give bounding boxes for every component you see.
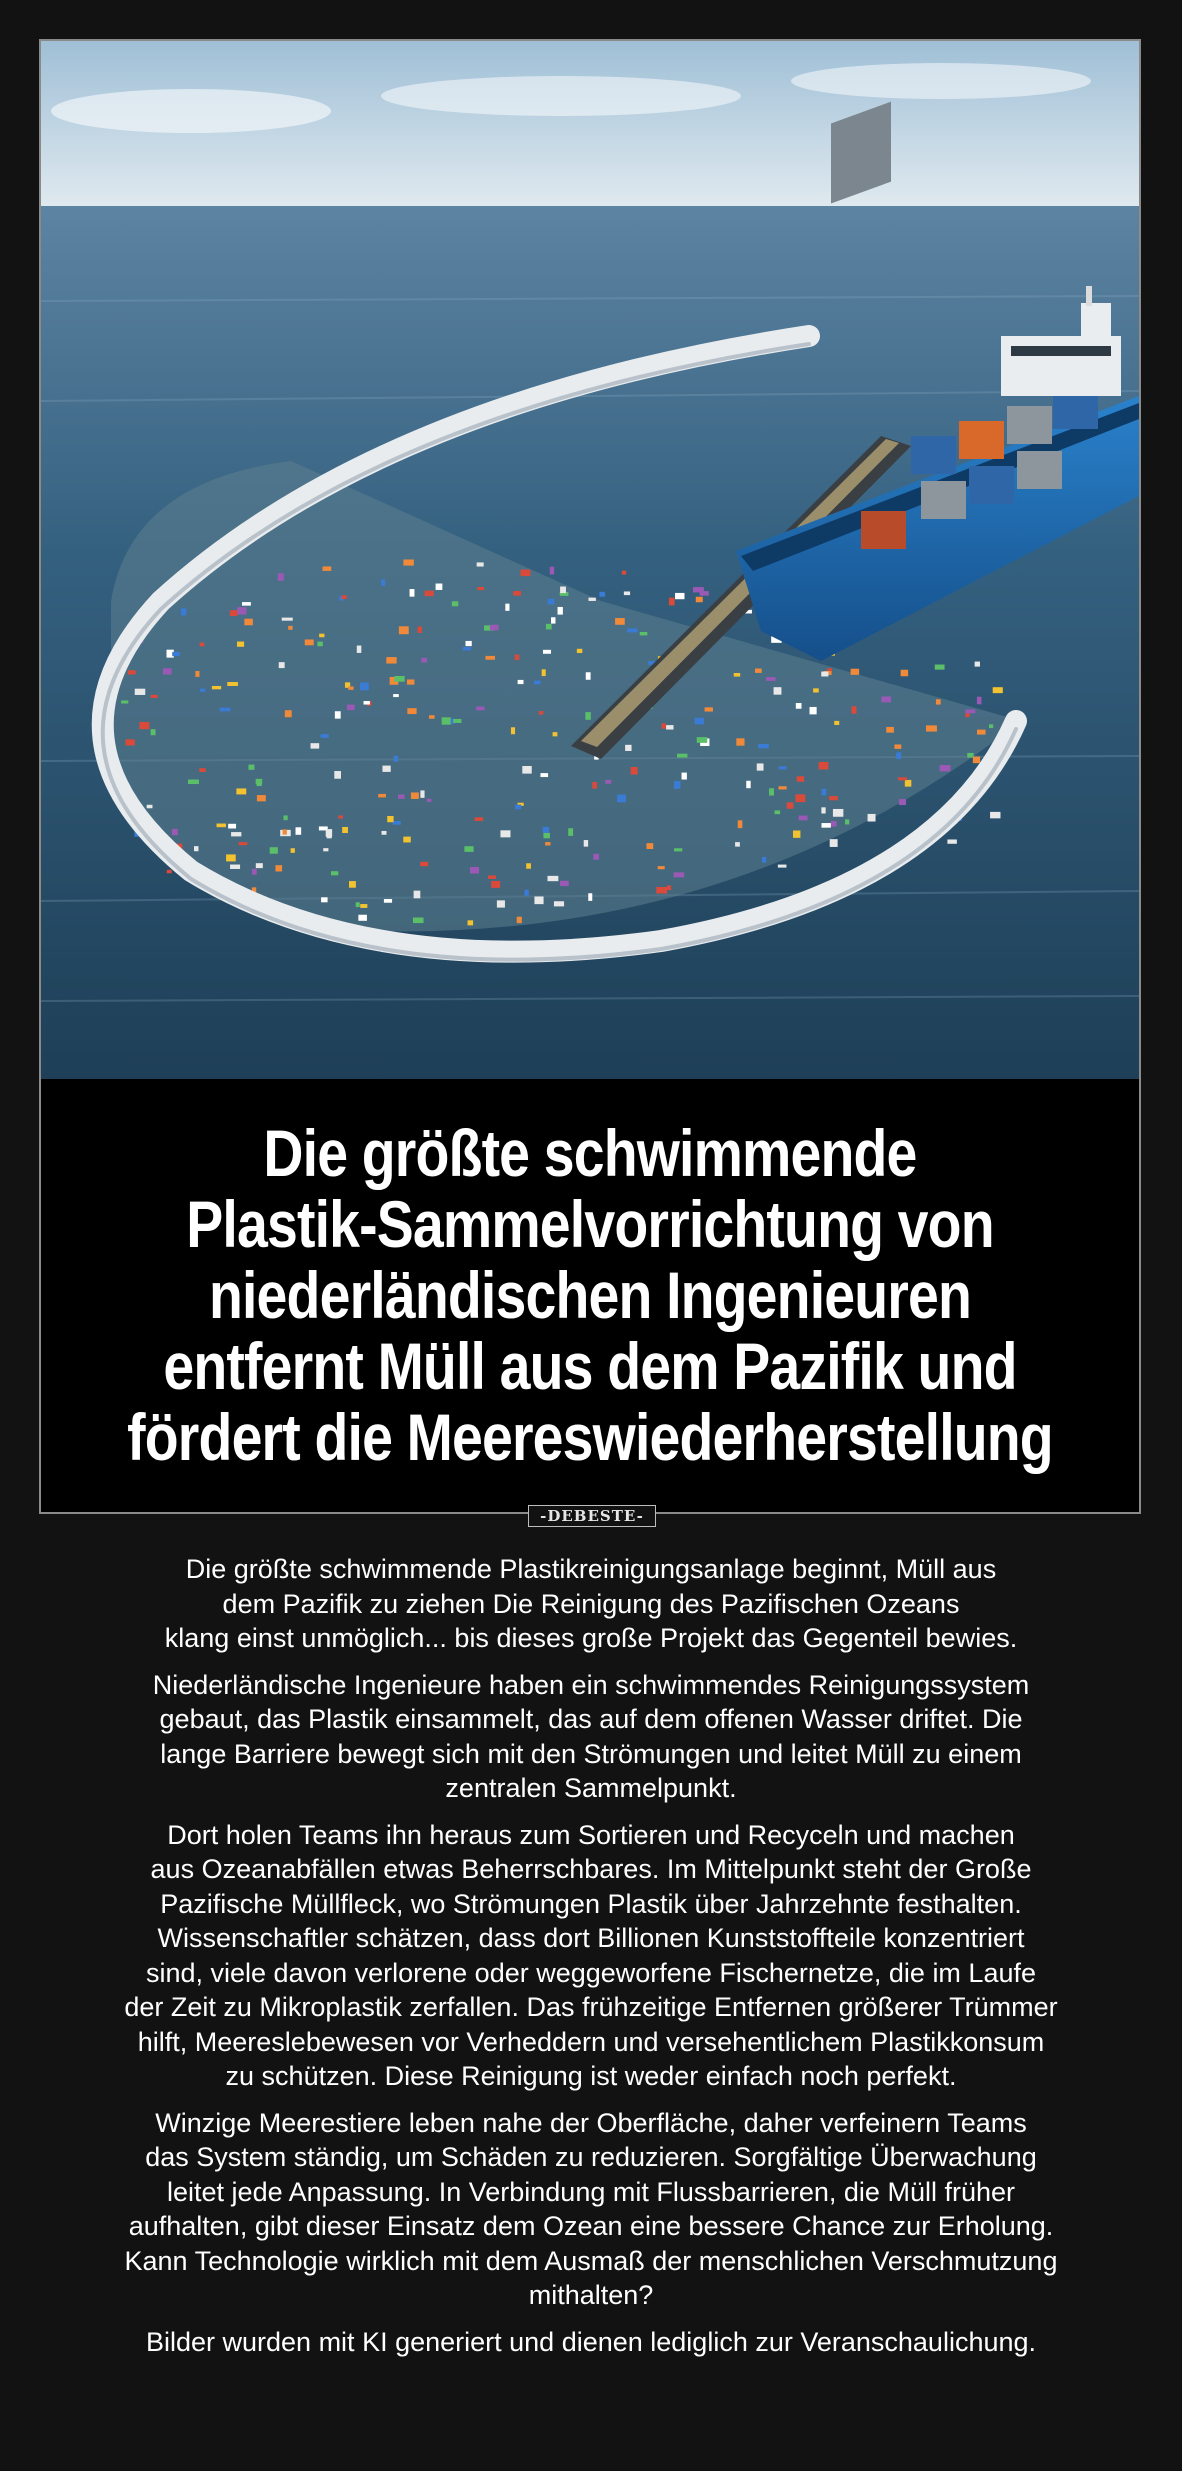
plastic-piece: [342, 827, 348, 833]
plastic-piece: [285, 710, 292, 717]
plastic-piece: [762, 857, 766, 863]
plastic-piece: [230, 865, 240, 869]
plastic-piece: [560, 881, 569, 886]
plastic-piece: [797, 776, 804, 782]
plastic-piece: [436, 584, 443, 590]
plastic-piece: [966, 709, 976, 713]
plastic-piece: [534, 896, 543, 904]
plastic-piece: [128, 670, 136, 674]
plastic-piece: [577, 649, 582, 653]
plastic-piece: [217, 824, 226, 828]
plastic-piece: [967, 753, 973, 758]
plastic-piece: [810, 707, 817, 714]
plastic-piece: [121, 700, 128, 703]
plastic-piece: [605, 780, 611, 784]
plastic-piece: [617, 795, 626, 803]
plastic-piece: [622, 571, 626, 575]
plastic-piece: [851, 669, 860, 675]
plastic-piece: [311, 743, 320, 748]
plastic-piece: [403, 560, 413, 566]
plastic-piece: [852, 706, 857, 713]
plastic-piece: [755, 668, 762, 672]
plastic-piece: [905, 780, 912, 787]
plastic-piece: [387, 816, 393, 822]
plastic-piece: [360, 904, 367, 908]
plastic-piece: [774, 687, 782, 695]
plastic-piece: [429, 715, 435, 719]
plastic-piece: [398, 795, 405, 799]
plastic-piece: [194, 846, 198, 851]
ai-disclaimer: Bilder wurden mit KI generiert und dienen lediglich zur Veranschaulichung.: [145, 2326, 1037, 2357]
plastic-piece: [491, 881, 500, 888]
plastic-piece: [896, 752, 901, 759]
headline-line: Die größte schwimmende: [263, 1116, 917, 1190]
plastic-piece: [296, 827, 302, 834]
plastic-piece: [975, 662, 980, 667]
plastic-piece: [320, 734, 328, 738]
plastic-piece: [327, 832, 332, 838]
plastic-piece: [586, 672, 591, 679]
plastic-piece: [453, 719, 461, 723]
plastic-piece: [452, 601, 458, 606]
plastic-piece: [125, 739, 134, 745]
plastic-piece: [624, 591, 630, 595]
plastic-piece: [413, 918, 424, 924]
plastic-piece: [829, 796, 838, 800]
plastic-piece: [323, 848, 328, 851]
plastic-piece: [394, 756, 398, 762]
plastic-piece: [584, 840, 588, 847]
plastic-piece: [342, 595, 347, 599]
plastic-piece: [358, 915, 367, 921]
plastic-piece: [338, 815, 343, 818]
plastic-piece: [283, 829, 287, 834]
plastic-piece: [819, 762, 829, 770]
headline: [41, 1079, 1139, 1512]
plastic-piece: [347, 705, 355, 711]
plastic-piece: [734, 673, 740, 677]
plastic-piece: [244, 619, 252, 626]
plastic-piece: [682, 773, 687, 780]
paragraph: Die größte schwimmende Plastikreinigungsanlage beginnt, Müll aus dem Pazifik zu ziehen Die Reinigung des Pazifischen Ozeans klang einst unmöglich... bis dieses große Projekt das Gegenteil bewies.: [164, 1554, 1018, 1653]
plastic-piece: [796, 703, 802, 709]
plastic-piece: [894, 744, 901, 748]
ocean-cleanup-illustration: [41, 41, 1139, 1079]
plastic-piece: [418, 626, 422, 632]
plastic-piece: [382, 766, 390, 772]
plastic-piece: [675, 593, 684, 599]
plastic-piece: [288, 626, 292, 630]
plastic-piece: [411, 792, 419, 798]
plastic-piece: [407, 708, 416, 714]
plastic-piece: [674, 781, 681, 789]
plastic-piece: [666, 725, 673, 729]
plastic-piece: [248, 765, 254, 770]
meme-frame: [39, 39, 1141, 1514]
plastic-piece: [593, 854, 599, 860]
plastic-piece: [935, 665, 945, 670]
plastic-piece: [977, 697, 982, 705]
plastic-piece: [319, 634, 324, 638]
plastic-piece: [515, 654, 520, 660]
plastic-piece: [139, 722, 149, 729]
plastic-piece: [348, 686, 353, 689]
plastic-piece: [560, 587, 566, 594]
plastic-piece: [640, 632, 648, 635]
plastic-piece: [757, 763, 764, 770]
plastic-piece: [386, 657, 396, 663]
plastic-piece: [200, 688, 205, 691]
plastic-piece: [693, 587, 704, 592]
plastic-piece: [477, 562, 484, 566]
paragraph: Dort holen Teams ihn heraus zum Sortieren und Recyceln und machen aus Ozeanabfällen etwas Beherrschbares. Im Mittelpunkt steht der Große Pazifische Müllfleck, wo Strömungen Plastik über Jahrzehnte festhalten. Wissenschaftler schätzen, dass dort Billionen Kunststoffteile konzentriert sind, viele davon verlorene oder weggeworfene Fischernetze, die im Laufe der Zeit zu Mikroplastik zerfallen. Das frühzeitige Entfernen größerer Trümmer hilft, Meereslebewesen vor Verheddern und versehentlichem Plastikkonsum zu schützen. Diese Reinigung ist weder einfach noch perfekt.: [124, 1819, 1058, 2091]
plastic-piece: [420, 862, 428, 866]
plastic-piece: [735, 842, 740, 847]
plastic-piece: [270, 847, 278, 854]
plastic-piece: [977, 730, 986, 735]
plastic-piece: [466, 641, 472, 646]
plastic-piece: [553, 732, 558, 736]
plastic-piece: [477, 587, 484, 590]
paragraph: Winzige Meerestiere leben nahe der Oberfläche, daher verfeinern Teams das System ständig, um Schäden zu reduzieren. Sorgfältige Überwachung leitet jede Anpassung. In Verbindung mit Flussbarrieren, die Müll früher aufhalten, gibt dieser Einsatz dem Ozean eine bessere Chance zur Erholung. Kann Technologie wirklich mit dem Ausmaß der menschlichen Verschmutzung mithalten?: [124, 2107, 1058, 2310]
ocean-cleanup-photo: [41, 41, 1139, 1079]
plastic-piece: [172, 829, 178, 835]
plastic-piece: [470, 867, 479, 874]
plastic-piece: [442, 717, 451, 724]
plastic-piece: [674, 872, 685, 877]
plastic-piece: [242, 602, 251, 606]
plastic-piece: [834, 721, 839, 725]
plastic-piece: [200, 643, 205, 647]
plastic-piece: [427, 799, 432, 802]
plastic-piece: [384, 899, 392, 903]
plastic-piece: [543, 827, 549, 833]
plastic-piece: [476, 707, 484, 711]
plastic-piece: [284, 815, 288, 820]
plastic-piece: [236, 788, 246, 794]
plastic-piece: [758, 744, 769, 748]
plastic-piece: [399, 626, 409, 634]
plastic-piece: [188, 780, 199, 785]
plastic-piece: [220, 708, 231, 712]
plastic-piece: [833, 809, 843, 817]
plastic-piece: [407, 679, 414, 684]
plastic-piece: [662, 723, 666, 728]
plastic-piece: [381, 579, 385, 585]
plastic-piece: [542, 669, 546, 676]
plastic-piece: [543, 650, 551, 654]
plastic-piece: [779, 786, 787, 789]
plastic-piece: [795, 794, 805, 802]
plastic-piece: [793, 830, 800, 837]
plastic-piece: [898, 777, 907, 780]
plastic-piece: [212, 686, 221, 689]
plastic-piece: [813, 688, 819, 692]
plastic-piece: [195, 671, 199, 677]
plastic-piece: [181, 608, 186, 615]
plastic-piece: [990, 812, 1000, 818]
plastic-piece: [886, 727, 894, 733]
plastic-piece: [625, 745, 631, 751]
plastic-piece: [524, 890, 528, 896]
plastic-piece: [746, 781, 750, 788]
plastic-piece: [420, 790, 424, 797]
plastic-piece: [511, 727, 515, 734]
plastic-piece: [382, 831, 387, 835]
plastic-piece: [464, 846, 473, 852]
plastic-piece: [488, 875, 496, 878]
plastic-piece: [256, 863, 263, 868]
plastic-piece: [547, 876, 558, 881]
plastic-piece: [599, 592, 605, 597]
plastic-piece: [167, 870, 172, 874]
plastic-piece: [868, 814, 876, 822]
plastic-piece: [357, 646, 362, 653]
plastic-piece: [226, 854, 236, 861]
plastic-piece: [546, 624, 552, 630]
plastic-piece: [738, 820, 743, 828]
plastic-piece: [669, 598, 675, 606]
plastic-piece: [500, 830, 510, 837]
plastic-piece: [227, 682, 238, 686]
plastic-piece: [677, 754, 687, 758]
plastic-piece: [588, 598, 595, 601]
plastic-piece: [881, 696, 891, 702]
plastic-piece: [305, 639, 314, 645]
plastic-piece: [615, 618, 625, 625]
plastic-piece: [163, 668, 172, 674]
plastic-piece: [335, 711, 341, 718]
plastic-piece: [505, 604, 509, 611]
headline-line: entfernt Müll aus dem Pazifik und: [163, 1329, 1017, 1403]
plastic-piece: [551, 617, 555, 623]
plastic-piece: [199, 768, 205, 772]
plastic-piece: [554, 901, 564, 906]
plastic-piece: [278, 573, 284, 581]
debeste-watermark: -DEBESTE-: [528, 1505, 656, 1527]
plastic-piece: [787, 802, 794, 808]
plastic-piece: [394, 676, 404, 682]
plastic-piece: [550, 567, 554, 575]
plastic-piece: [568, 828, 573, 836]
plastic-piece: [135, 689, 145, 695]
plastic-piece: [231, 832, 241, 836]
plastic-piece: [831, 821, 837, 827]
plastic-piece: [631, 767, 638, 775]
plastic-piece: [821, 823, 830, 828]
plastic-piece: [334, 771, 341, 779]
plastic-piece: [993, 687, 1003, 693]
plastic-piece: [540, 773, 548, 777]
plastic-piece: [696, 597, 703, 603]
plastic-piece: [845, 819, 849, 824]
plastic-piece: [475, 817, 484, 821]
plastic-piece: [592, 782, 597, 789]
plastic-piece: [147, 805, 153, 808]
plastic-piece: [695, 718, 704, 725]
plastic-piece: [947, 839, 956, 843]
plastic-piece: [172, 652, 180, 656]
plastic-piece: [414, 891, 421, 899]
plastic-piece: [674, 848, 682, 851]
plastic-piece: [646, 843, 653, 849]
plastic-piece: [558, 607, 563, 615]
plastic-piece: [230, 610, 238, 616]
plastic-piece: [520, 570, 530, 577]
plastic-piece: [239, 842, 248, 845]
plastic-piece: [588, 893, 592, 901]
headline-line: Plastik-Sammelvorrichtung von: [186, 1187, 994, 1261]
plastic-piece: [257, 795, 266, 801]
plastic-piece: [421, 658, 427, 663]
plastic-piece: [485, 656, 495, 660]
plastic-piece: [291, 848, 295, 853]
plastic-piece: [256, 779, 262, 785]
plastic-piece: [237, 607, 246, 614]
plastic-piece: [317, 642, 322, 647]
plastic-piece: [926, 725, 937, 731]
plastic-piece: [534, 681, 541, 685]
plastic-piece: [526, 863, 531, 868]
plastic-piece: [468, 920, 474, 925]
plastic-piece: [656, 887, 667, 893]
plastic-piece: [705, 707, 713, 711]
plastic-piece: [393, 821, 401, 825]
plastic-piece: [490, 625, 499, 631]
plastic-piece: [799, 816, 808, 821]
plastic-piece: [539, 711, 544, 715]
plastic-piece: [463, 647, 471, 650]
plastic-piece: [323, 566, 332, 570]
plastic-piece: [275, 865, 282, 871]
plastic-piece: [901, 670, 908, 677]
plastic-piece: [282, 618, 293, 621]
plastic-piece: [548, 599, 555, 605]
headline-line: niederländischen Ingenieuren: [208, 1258, 972, 1332]
plastic-piece: [658, 866, 665, 869]
plastic-piece: [830, 839, 838, 847]
plastic-piece: [936, 699, 941, 704]
headline-line: fördert die Meereswiederherstellung: [127, 1400, 1053, 1474]
plastic-piece: [403, 837, 410, 843]
plastic-piece: [821, 789, 826, 796]
plastic-piece: [237, 642, 244, 647]
plastic-piece: [497, 900, 505, 907]
plastic-piece: [151, 729, 156, 735]
plastic-piece: [515, 805, 521, 810]
plastic-piece: [940, 765, 951, 771]
plastic-piece: [517, 917, 522, 923]
plastic-piece: [393, 694, 399, 697]
plastic-piece: [585, 712, 590, 720]
plastic-piece: [766, 677, 775, 681]
plastic-piece: [410, 589, 415, 597]
plastic-piece: [821, 672, 828, 677]
plastic-piece: [279, 662, 285, 668]
plastic-piece: [778, 865, 787, 868]
plastic-piece: [228, 824, 236, 829]
plastic-piece: [899, 799, 906, 805]
plastic-piece: [545, 842, 550, 845]
plastic-piece: [364, 701, 370, 705]
plastic-piece: [360, 683, 369, 691]
article-body: [48, 1552, 1134, 2371]
plastic-piece: [252, 869, 257, 875]
plastic-piece: [973, 757, 980, 764]
plastic-piece: [779, 766, 787, 769]
plastic-piece: [667, 885, 671, 890]
plastic-piece: [321, 897, 327, 902]
plastic-piece: [736, 738, 744, 745]
plastic-piece: [513, 591, 521, 596]
plastic-piece: [989, 724, 993, 728]
plastic-piece: [775, 810, 781, 814]
plastic-piece: [378, 794, 386, 797]
plastic-piece: [627, 628, 637, 632]
plastic-piece: [425, 591, 434, 596]
plastic-piece: [769, 788, 774, 795]
plastic-piece: [697, 737, 707, 743]
plastic-piece: [349, 881, 356, 888]
plastic-piece: [518, 680, 524, 684]
plastic-piece: [356, 902, 360, 907]
plastic-piece: [151, 695, 158, 698]
plastic-piece: [821, 807, 825, 813]
paragraph: Niederländische Ingenieure haben ein schwimmendes Reinigungssystem gebaut, das Plastik einsammelt, das auf dem offenen Wasser driftet. Die lange Barriere bewegt sich mit den Strömungen und leitet Müll zu einem zentralen Sammelpunkt.: [152, 1669, 1030, 1803]
plastic-piece: [543, 833, 550, 838]
plastic-piece: [331, 871, 338, 875]
plastic-piece: [522, 766, 531, 774]
